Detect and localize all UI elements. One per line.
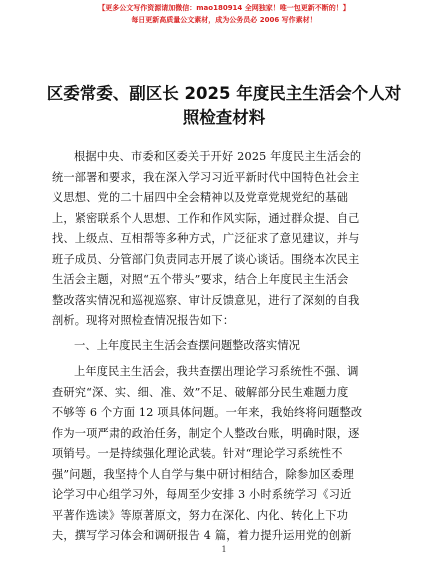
document-title-line-2: 照检查材料 bbox=[182, 108, 266, 127]
page-number: 1 bbox=[221, 545, 227, 554]
promo-banner-line-1: 【更多公文写作资源请加微信：mao180914 全网独家！唯一包更新不断的！】 bbox=[98, 4, 350, 12]
paragraph-line: 生活会主题，对照“五个带头”要求，结合上年度民主生活会 bbox=[52, 273, 349, 286]
promo-banner-line-2: 每日更新高质量公文素材，成为公务员必 2006 写作素材！ bbox=[131, 16, 317, 24]
promo-banner bbox=[0, 2, 448, 26]
paragraph-line: 义思想、党的二十届四中全会精神以及党章党规党纪的基础 bbox=[52, 191, 349, 204]
paragraph-line: 上年度民主生活会，我共查摆出理论学习系统性不强、调 bbox=[74, 365, 359, 378]
paragraph-rectification bbox=[52, 362, 397, 547]
paragraph-line: 查研究“深、实、细、准、效”不足、破解部分民生难题力度 bbox=[52, 385, 349, 399]
document-title bbox=[40, 82, 408, 130]
paragraph-line: 剖析。现将对照检查情况报告如下： bbox=[52, 314, 235, 327]
paragraph-line: 平著作选读》等原著原文，努力在深化、内化、转化上下功 bbox=[52, 508, 349, 522]
paragraph-line: 统一部署和要求，我在深入学习习近平新时代中国特色社会主 bbox=[52, 170, 360, 184]
paragraph-line: 作为一项严肃的政治任务，制定个人整改台账，明确时限，逐 bbox=[52, 426, 360, 440]
section-heading: 一、上年度民主生活会查摆问题整改落实情况 bbox=[74, 338, 300, 352]
paragraph-line: 整改落实情况和巡视巡察、审计反馈意见，进行了深刻的自我 bbox=[52, 293, 360, 307]
paragraph-line: 论学习中心组学习外，每周至少安排 3 小时系统学习《习近 bbox=[52, 488, 352, 501]
paragraph-intro bbox=[52, 147, 397, 332]
paragraph-line: 不够等 6 个方面 12 项具体问题。一年来，我始终将问题整改 bbox=[52, 406, 363, 419]
document-title-line-1: 区委常委、副区长 2025 年度民主生活会个人对 bbox=[46, 84, 402, 103]
document-body bbox=[52, 147, 397, 547]
paragraph-line: 根据中央、市委和区委关于开好 2025 年度民主生活会的 bbox=[74, 150, 362, 163]
paragraph-line: 上，紧密联系个人思想、工作和作风实际，通过群众提、自己 bbox=[52, 211, 360, 225]
paragraph-line: 夫，撰写学习体会和调研报告 4 篇，着力提升运用党的创新 bbox=[52, 529, 352, 542]
paragraph-line: 强”问题，我坚持个人自学与集中研讨相结合，除参加区委理 bbox=[52, 467, 354, 481]
paragraph-line: 项销号。一是持续强化理论武装。针对“理论学习系统性不 bbox=[52, 447, 343, 460]
paragraph-line: 找、上级点、互相帮等多种方式，广泛征求了意见建议，并与 bbox=[52, 232, 360, 245]
paragraph-line: 班子成员、分管部门负责同志开展了谈心谈话。围绕本次民主 bbox=[52, 252, 360, 266]
